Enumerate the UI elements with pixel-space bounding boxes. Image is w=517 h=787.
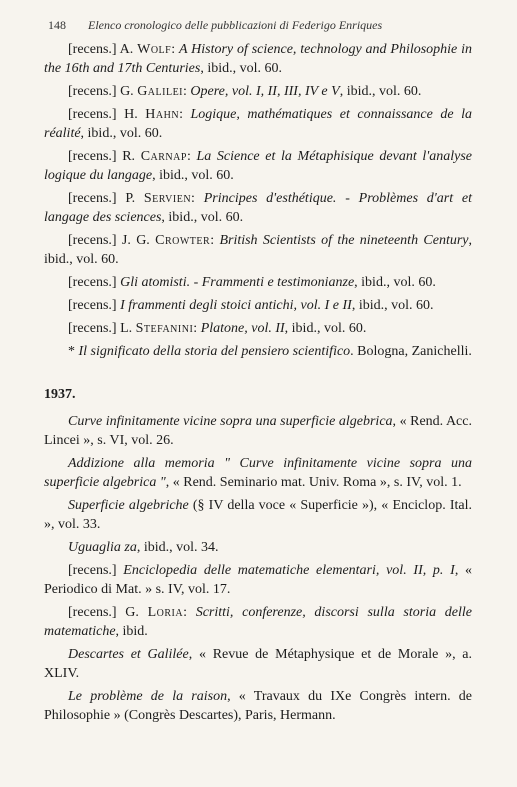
entry-author: Servien xyxy=(143,191,192,206)
entry-title: Opere, vol. I, II, III, IV e V xyxy=(190,84,340,99)
bibliography-entry xyxy=(44,319,472,338)
entry-title: Enciclopedia delle matematiche elementari, vol. II, p. I xyxy=(123,563,455,578)
entry-details: , « Rend. Acc. Lincei », s. VI, vol. 26. xyxy=(44,414,472,448)
entry-prefix: [recens.] P. xyxy=(68,191,144,206)
entry-details: , ibid., vol. 60. xyxy=(200,61,282,76)
entry-title: Superficie algebriche xyxy=(68,498,189,513)
entry-separator: : xyxy=(191,191,204,206)
entry-separator: : xyxy=(183,84,191,99)
entry-prefix: [recens.] A. xyxy=(68,42,138,57)
entry-title: Le problème de la raison xyxy=(68,689,228,704)
entry-title: Uguaglia za xyxy=(68,540,137,555)
entry-prefix: [recens.] L. xyxy=(68,321,136,336)
entry-details: , « Periodico di Mat. » s. IV, vol. 17. xyxy=(44,563,473,597)
entry-author: Stefanini xyxy=(135,321,194,336)
entry-details: , ibid., vol. 34. xyxy=(136,540,219,555)
bibliography-entry xyxy=(44,342,472,361)
entries-1937 xyxy=(44,412,472,725)
entry-separator: : xyxy=(179,107,191,122)
entry-details: , ibid., vol. 60. xyxy=(80,126,163,141)
entry-details: , ibid., vol. 60. xyxy=(284,321,367,336)
entry-prefix: * xyxy=(68,344,79,359)
year-heading: 1937. xyxy=(44,387,76,402)
entry-details: , ibid., vol. 60. xyxy=(44,233,473,267)
entry-title: Scritti, conferenze, discorsi sulla storia delle matematiche xyxy=(44,605,472,639)
entry-prefix: [recens.] xyxy=(68,563,124,578)
entry-separator: : xyxy=(210,233,220,248)
entry-separator: : xyxy=(183,605,196,620)
running-title: Elenco cronologico delle pubblicazioni di Federigo Enriques xyxy=(88,18,383,32)
bibliography-entry xyxy=(44,40,472,78)
entry-separator: : xyxy=(193,321,201,336)
bibliography-entry xyxy=(44,189,472,227)
bibliography-entry xyxy=(44,561,472,599)
entry-title: Curve infinitamente vicine sopra una superficie algebrica xyxy=(68,414,393,429)
bibliography-entry xyxy=(44,231,472,269)
bibliography-entry xyxy=(44,538,472,557)
bibliography-entry xyxy=(44,273,472,292)
entry-author: Galilei xyxy=(137,84,184,99)
entry-prefix: [recens.] G. xyxy=(68,84,138,99)
entries-1936 xyxy=(44,40,472,361)
bibliography-entry xyxy=(44,645,472,683)
entry-details: , ibid., vol. 60. xyxy=(152,168,234,183)
bibliography-entry xyxy=(44,147,472,185)
entry-title: Principes d'esthétique. - Problèmes d'art et langage des sciences xyxy=(44,191,473,225)
bibliography-entry xyxy=(44,412,472,450)
entry-details: (§ IV della voce « Superficie »), « Enciclop. Ital. », vol. 33. xyxy=(44,498,472,532)
entry-author: Loria xyxy=(147,605,184,620)
entry-separator: : xyxy=(186,149,197,164)
entry-author: Carnap xyxy=(140,149,187,164)
entry-prefix: [recens.] R. xyxy=(68,149,141,164)
entry-details: , ibid. xyxy=(115,624,148,639)
entry-prefix: [recens.] H. xyxy=(68,107,146,122)
entry-details: . Bologna, Zanichelli. xyxy=(350,344,472,359)
entry-details: , ibid., vol. 60. xyxy=(354,275,436,290)
bibliography-text xyxy=(44,40,472,729)
entry-details: , ibid., vol. 60. xyxy=(161,210,244,225)
entry-prefix: [recens.] xyxy=(68,298,121,313)
entry-title: Addizione alla memoria " Curve infinitamente vicine sopra una superficie algebrica " xyxy=(44,456,472,490)
entry-details: , « Rend. Seminario mat. Univ. Roma », s. IV, vol. 1. xyxy=(165,475,462,490)
entry-title: Logique, mathématiques et connaissance de la réalité xyxy=(44,107,473,141)
page-number: 148 xyxy=(48,18,66,32)
bibliography-entry xyxy=(44,454,472,492)
entry-details: , ibid., vol. 60. xyxy=(339,84,422,99)
entry-title: La Science et la Métaphisique devant l'analyse logique du langage xyxy=(44,149,473,183)
bibliography-entry xyxy=(44,496,472,534)
entry-author: Hahn xyxy=(145,107,180,122)
bibliography-entry xyxy=(44,687,472,725)
entry-title: A History of science, technology and Philosophie in the 16th and 17th Centuries xyxy=(44,42,473,76)
entry-title: Il significato della storia del pensiero scientifico xyxy=(78,344,351,359)
entry-separator: : xyxy=(171,42,179,57)
entry-prefix: [recens.] xyxy=(68,275,121,290)
entry-title: Platone, vol. II xyxy=(200,321,285,336)
bibliography-entry xyxy=(44,603,472,641)
bibliography-entry xyxy=(44,296,472,315)
entry-details: , « Revue de Métaphysique et de Morale », a. XLIV. xyxy=(44,647,473,681)
entry-prefix: [recens.] J. G. xyxy=(68,233,156,248)
bibliography-entry xyxy=(44,82,472,101)
entry-title: British Scientists of the nineteenth Century xyxy=(219,233,469,248)
entry-title: I frammenti degli stoici antichi, vol. I e II xyxy=(120,298,352,313)
entry-title: Descartes et Galilée xyxy=(68,647,189,662)
entry-title: Gli atomisti. - Frammenti e testimonianze xyxy=(120,275,355,290)
entry-author: Wolf xyxy=(137,42,172,57)
entry-details: , « Travaux du IXe Congrès intern. de Philosophie » (Congrès Descartes), Paris, Hermann. xyxy=(44,689,472,723)
entry-prefix: [recens.] G. xyxy=(68,605,148,620)
entry-author: Crowter xyxy=(155,233,211,248)
entry-details: , ibid., vol. 60. xyxy=(351,298,434,313)
bibliography-entry xyxy=(44,105,472,143)
